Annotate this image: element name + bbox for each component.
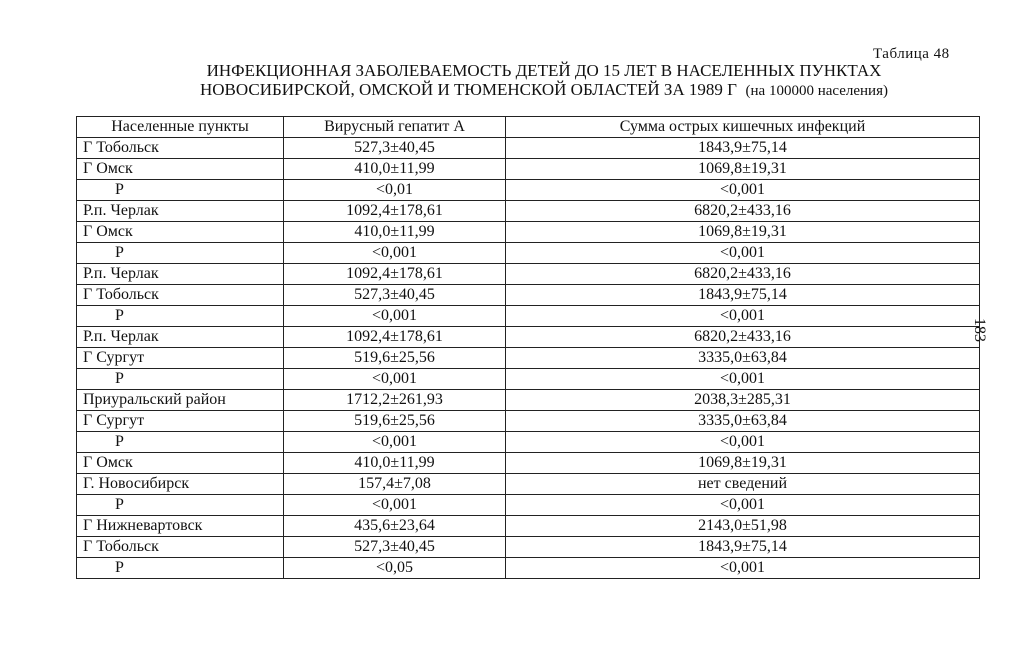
cell-intestinal-infections: <0,001: [506, 180, 980, 201]
table-row: [77, 516, 980, 537]
cell-hepatitis-a: 527,3±40,45: [284, 138, 506, 159]
cell-settlement: Г Тобольск: [77, 537, 284, 558]
table-row: [77, 432, 980, 453]
cell-intestinal-infections: <0,001: [506, 495, 980, 516]
cell-settlement: Г Омск: [77, 159, 284, 180]
cell-settlement: Г Нижневартовск: [77, 516, 284, 537]
cell-intestinal-infections: 1069,8±19,31: [506, 453, 980, 474]
cell-hepatitis-a: <0,001: [284, 243, 506, 264]
cell-intestinal-infections: 1843,9±75,14: [506, 138, 980, 159]
table-row: [77, 180, 980, 201]
cell-hepatitis-a: 157,4±7,08: [284, 474, 506, 495]
cell-intestinal-infections: <0,001: [506, 432, 980, 453]
cell-hepatitis-a: 1712,2±261,93: [284, 390, 506, 411]
cell-intestinal-infections: <0,001: [506, 558, 980, 579]
page-number: 183: [971, 318, 988, 342]
cell-hepatitis-a: 527,3±40,45: [284, 285, 506, 306]
cell-intestinal-infections: <0,001: [506, 243, 980, 264]
table-row: [77, 411, 980, 432]
table-body: [77, 138, 980, 579]
cell-settlement: Г Тобольск: [77, 138, 284, 159]
cell-settlement: Р.п. Черлак: [77, 327, 284, 348]
cell-settlement: Р: [77, 369, 284, 390]
table-row: [77, 495, 980, 516]
cell-settlement: Г. Новосибирск: [77, 474, 284, 495]
title-line-2: [120, 80, 968, 101]
title-line-2-main: НОВОСИБИРСКОЙ, ОМСКОЙ И ТЮМЕНСКОЙ ОБЛАСТЕЙ ЗА 1989 Г: [200, 80, 738, 99]
table-title: [120, 61, 968, 101]
table-row: [77, 243, 980, 264]
cell-intestinal-infections: 6820,2±433,16: [506, 264, 980, 285]
title-line-1: ИНФЕКЦИОННАЯ ЗАБОЛЕВАЕМОСТЬ ДЕТЕЙ ДО 15 ЛЕТ В НАСЕЛЕННЫХ ПУНКТАХ: [206, 61, 882, 80]
cell-hepatitis-a: <0,001: [284, 432, 506, 453]
cell-hepatitis-a: <0,01: [284, 180, 506, 201]
cell-intestinal-infections: 2143,0±51,98: [506, 516, 980, 537]
table-row: [77, 348, 980, 369]
cell-settlement: Г Омск: [77, 453, 284, 474]
cell-hepatitis-a: <0,05: [284, 558, 506, 579]
cell-intestinal-infections: 3335,0±63,84: [506, 411, 980, 432]
cell-settlement: Г Сургут: [77, 411, 284, 432]
cell-hepatitis-a: 1092,4±178,61: [284, 264, 506, 285]
table-row: [77, 558, 980, 579]
table-row: [77, 138, 980, 159]
cell-hepatitis-a: <0,001: [284, 495, 506, 516]
cell-intestinal-infections: 1843,9±75,14: [506, 537, 980, 558]
cell-intestinal-infections: 6820,2±433,16: [506, 327, 980, 348]
cell-intestinal-infections: <0,001: [506, 306, 980, 327]
table-row: [77, 327, 980, 348]
cell-hepatitis-a: 1092,4±178,61: [284, 327, 506, 348]
header-intestinal-infections: Сумма острых кишечных инфекций: [506, 117, 980, 138]
table-header-row: [77, 117, 980, 138]
table-row: [77, 474, 980, 495]
cell-settlement: Р: [77, 180, 284, 201]
table-row: [77, 453, 980, 474]
cell-settlement: Р: [77, 495, 284, 516]
cell-intestinal-infections: 6820,2±433,16: [506, 201, 980, 222]
cell-settlement: Р.п. Черлак: [77, 264, 284, 285]
cell-hepatitis-a: <0,001: [284, 369, 506, 390]
table-row: [77, 306, 980, 327]
table-row: [77, 264, 980, 285]
cell-intestinal-infections: 3335,0±63,84: [506, 348, 980, 369]
cell-settlement: Р.п. Черлак: [77, 201, 284, 222]
cell-intestinal-infections: 1069,8±19,31: [506, 222, 980, 243]
table-row: [77, 369, 980, 390]
table-row: [77, 285, 980, 306]
title-line-2-note: (на 100000 населения): [745, 83, 888, 99]
cell-hepatitis-a: 527,3±40,45: [284, 537, 506, 558]
cell-settlement: Г Тобольск: [77, 285, 284, 306]
cell-settlement: Приуральский район: [77, 390, 284, 411]
table-label: Таблица 48: [873, 46, 950, 62]
cell-settlement: Р: [77, 558, 284, 579]
cell-settlement: Р: [77, 432, 284, 453]
cell-hepatitis-a: 519,6±25,56: [284, 411, 506, 432]
cell-settlement: Р: [77, 243, 284, 264]
table-row: [77, 201, 980, 222]
cell-intestinal-infections: нет сведений: [506, 474, 980, 495]
header-hepatitis-a: Вирусный гепатит А: [284, 117, 506, 138]
cell-hepatitis-a: 435,6±23,64: [284, 516, 506, 537]
cell-settlement: Г Сургут: [77, 348, 284, 369]
cell-hepatitis-a: 410,0±11,99: [284, 222, 506, 243]
cell-intestinal-infections: 1843,9±75,14: [506, 285, 980, 306]
cell-hepatitis-a: 410,0±11,99: [284, 453, 506, 474]
cell-intestinal-infections: <0,001: [506, 369, 980, 390]
table-row: [77, 537, 980, 558]
table-row: [77, 390, 980, 411]
header-settlements: Населенные пункты: [77, 117, 284, 138]
table-row: [77, 222, 980, 243]
table-row: [77, 159, 980, 180]
cell-intestinal-infections: 2038,3±285,31: [506, 390, 980, 411]
cell-hepatitis-a: 410,0±11,99: [284, 159, 506, 180]
cell-settlement: Г Омск: [77, 222, 284, 243]
cell-hepatitis-a: 1092,4±178,61: [284, 201, 506, 222]
cell-settlement: Р: [77, 306, 284, 327]
data-table: [76, 116, 980, 579]
cell-hepatitis-a: 519,6±25,56: [284, 348, 506, 369]
cell-hepatitis-a: <0,001: [284, 306, 506, 327]
cell-intestinal-infections: 1069,8±19,31: [506, 159, 980, 180]
